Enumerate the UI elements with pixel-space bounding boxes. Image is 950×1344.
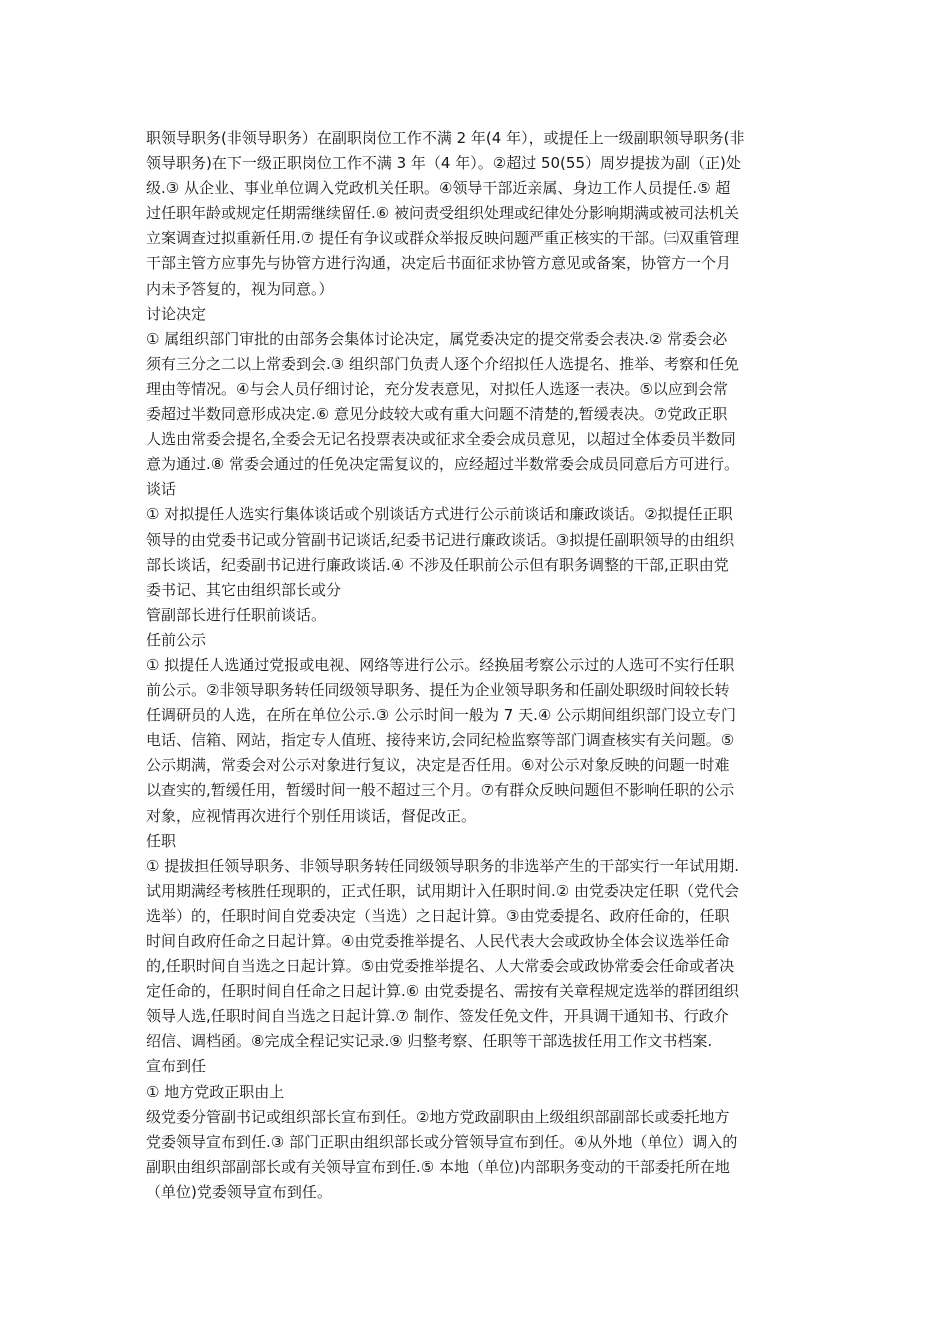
- body-text-line: 定任命的，任职时间自任命之日起计算.⑥ 由党委提名、需按有关章程规定选举的群团组织: [146, 982, 739, 1001]
- document-body: [146, 126, 814, 1205]
- body-text-line: 须有三分之二以上常委到会.③ 组织部门负责人逐个介绍拟任人选提名、推举、考察和任免: [146, 354, 739, 373]
- body-text-line: 部长谈话，纪委副书记进行廉政谈话.④ 不涉及任职前公示但有职务调整的干部,正职由党: [146, 555, 729, 574]
- body-text-line: 人选由常委会提名,全委会无记名投票表决或征求全委会成员意见，以超过全体委员半数同: [146, 430, 736, 449]
- body-text-line: 意为通过.⑧ 常委会通过的任免决定需复议的，应经超过半数常委会成员同意后方可进行。: [146, 455, 739, 474]
- body-text-line: 领导人选,任职时间自当选之日起计算.⑦ 制作、签发任免文件，开具调干通知书、行政介: [146, 1007, 729, 1026]
- body-text-line: 试用期满经考核胜任现职的，正式任职，试用期计入任职时间.② 由党委决定任职（党代会: [146, 881, 739, 900]
- body-text-line: 时间自政府任命之日起计算。④由党委推举提名、人民代表大会或政协全体会议选举任命: [146, 932, 730, 950]
- body-text-line: 绍信、调档函。⑧完成全程记实记录.⑨ 归整考察、任职等干部选拔任用工作文书档案.: [146, 1032, 713, 1051]
- body-text-line: 级党委分管副书记或组织部长宣布到任。②地方党政副职由上级组织部副部长或委托地方: [146, 1107, 730, 1126]
- body-text-line: 党委领导宣布到任.③ 部门正职由组织部长或分管领导宣布到任。④从外地（单位）调入的: [146, 1132, 738, 1151]
- body-text-line: 过任职年龄或规定任期需继续留任.⑥ 被问责受组织处理或纪律处分影响期满或被司法机关: [146, 204, 739, 223]
- body-text-line: 前公示。②非领导职务转任同级领导职务、提任为企业领导职务和任副处职级时间较长转: [146, 681, 730, 700]
- section-heading-appointment: 任职: [146, 831, 177, 850]
- body-text-line: ① 对拟提任人选实行集体谈话或个别谈话方式进行公示前谈话和廉政谈话。②拟提任正职: [146, 505, 733, 524]
- body-text-line: 管副部长进行任职前谈话。: [146, 605, 327, 624]
- body-text-line: 级.③ 从企业、事业单位调入党政机关任职。④领导干部近亲属、身边工作人员提任.⑤ 超: [146, 179, 731, 198]
- body-text-line: 的,任职时间自当选之日起计算。⑤由党委推举提名、人大常委会或政协常委会任命或者决: [146, 957, 735, 976]
- body-text-line: 干部主管方应事先与协管方进行沟通，决定后书面征求协管方意见或备案，协管方一个月: [146, 254, 732, 273]
- body-text-line: ① 属组织部门审批的由部务会集体讨论决定，属党委决定的提交常委会表决.② 常委会必: [146, 329, 728, 348]
- section-heading-publicity: 任前公示: [146, 630, 207, 649]
- body-text-line: 理由等情况。④与会人员仔细讨论，充分发表意见，对拟任人选逐一表决。⑤以应到会常: [146, 379, 728, 398]
- body-text-line: （单位)党委领导宣布到任。: [146, 1182, 332, 1201]
- body-text-line: 委书记、其它由组织部长或分: [146, 580, 342, 599]
- body-text-line: 副职由组织部副部长或有关领导宣布到任.⑤ 本地（单位)内部职务变动的干部委托所在地: [146, 1157, 730, 1176]
- body-text-line: ① 提拔担任领导职务、非领导职务转任同级领导职务的非选举产生的干部实行一年试用期.: [146, 856, 739, 875]
- body-text-line: 选举）的，任职时间自党委决定（当选）之日起计算。③由党委提名、政府任命的，任职: [146, 906, 730, 925]
- section-heading-talk: 谈话: [146, 480, 177, 499]
- body-text-line: 电话、信箱、网站，指定专人值班、接待来访,会同纪检监察等部门调查核实有关问题。⑤: [146, 731, 735, 750]
- body-text-line: 内未予答复的，视为同意。）: [146, 279, 334, 298]
- body-text-line: 对象，应视情再次进行个别任用谈话，督促改正。: [146, 806, 477, 825]
- body-text-line: 职领导职务(非领导职务）在副职岗位工作不满 2 年(4 年），或提任上一级副职领导职务(非: [146, 129, 745, 147]
- body-text-line: 领导职务)在下一级正职岗位工作不满 3 年（4 年）。②超过 50(55）周岁提拔为副（正)处: [146, 154, 741, 173]
- body-text-line: ① 地方党政正职由上: [146, 1082, 285, 1101]
- body-text-line: 以查实的,暂缓任用，暂缓时间一般不超过三个月。⑦有群众反映问题但不影响任职的公示: [146, 781, 735, 800]
- section-heading-announcement: 宣布到任: [146, 1057, 207, 1076]
- section-heading-discussion: 讨论决定: [146, 304, 207, 323]
- body-text-line: 立案调查过拟重新任用.⑦ 提任有争议或群众举报反映问题严重正核实的干部。㈢双重管理: [146, 229, 739, 248]
- body-text-line: 领导的由党委书记或分管副书记谈话,纪委书记进行廉政谈话。③拟提任副职领导的由组织: [146, 530, 735, 549]
- body-text-line: 委超过半数同意形成决定.⑥ 意见分歧较大或有重大问题不清楚的,暂缓表决。⑦党政正职: [146, 405, 728, 424]
- body-text-line: 任调研员的人选，在所在单位公示.③ 公示时间一般为 7 天.④ 公示期间组织部门设立专门: [146, 706, 737, 725]
- body-text-line: ① 拟提任人选通过党报或电视、网络等进行公示。经换届考察公示过的人选可不实行任职: [146, 655, 735, 674]
- body-text-line: 公示期满，常委会对公示对象进行复议，决定是否任用。⑥对公示对象反映的问题一时难: [146, 756, 730, 775]
